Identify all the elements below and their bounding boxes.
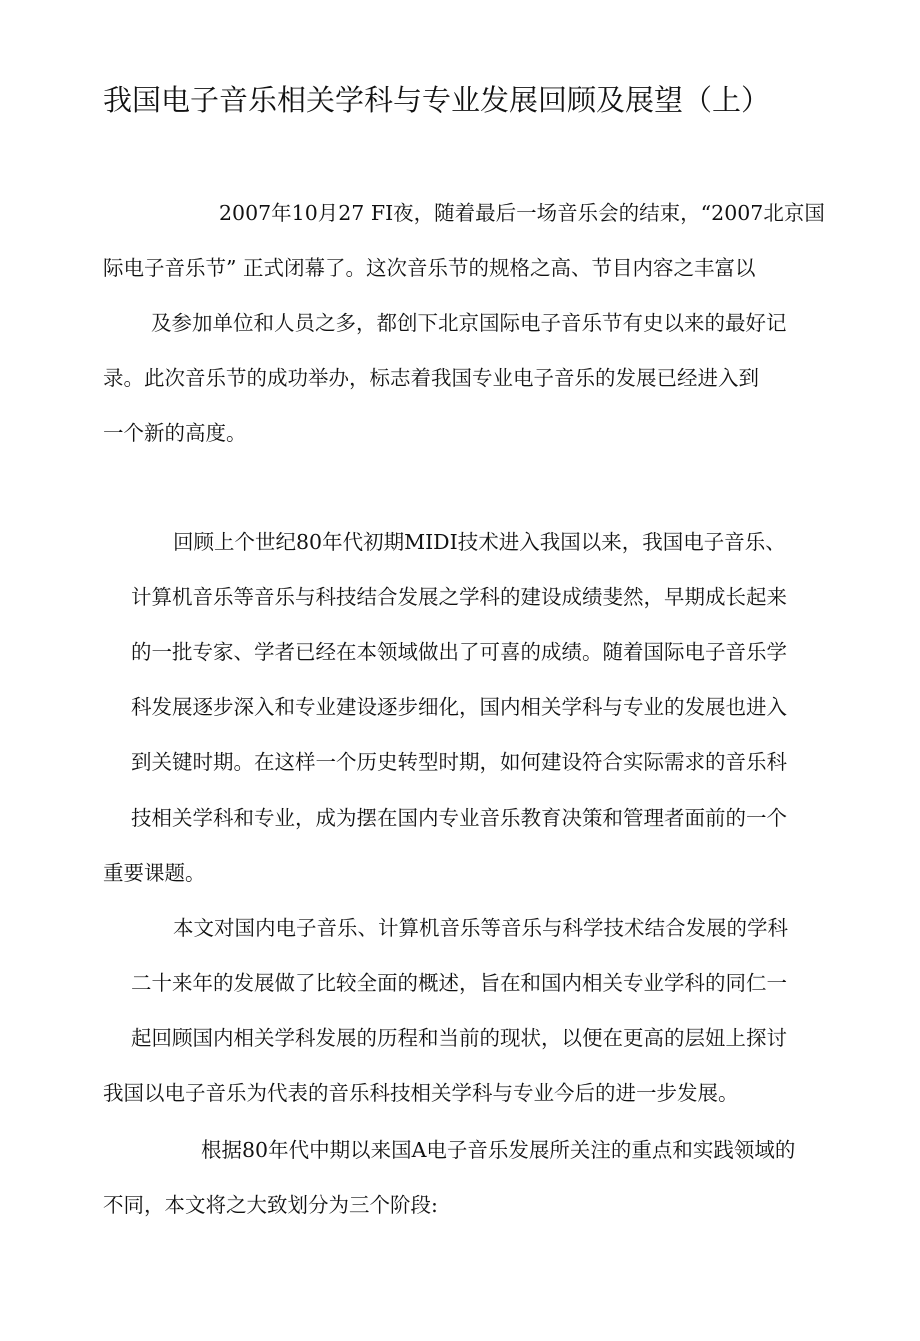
paragraph-line: 重要课题。 — [103, 861, 206, 885]
paragraph-line: 不同，本文将之大致划分为三个阶段: — [103, 1193, 438, 1217]
paragraph-line: 录。此次音乐节的成功举办，标志着我国专业电子音乐的发展已经进入到 — [103, 366, 759, 390]
paragraph-line: 到关键时期。在这样一个历史转型时期，如何建设符合实际需求的音乐科 — [131, 750, 787, 774]
paragraph-line: 根据80年代中期以来国A电子音乐发展所关注的重点和实践领域的 — [201, 1138, 796, 1162]
paragraph-line: 回顾上个世纪80年代初期MIDI技术进入我国以来，我国电子音乐、 — [173, 530, 786, 554]
paragraph-line: 科发展逐步深入和专业建设逐步细化，国内相关学科与专业的发展也进入 — [131, 695, 787, 719]
paragraph-line: 计算机音乐等音乐与科技结合发展之学科的建设成绩斐然，早期成长起来 — [131, 585, 787, 609]
paragraph-line: 际电子音乐节” 正式闭幕了。这次音乐节的规格之高、节目内容之丰富以 — [103, 256, 756, 280]
paragraph-line: 及参加单位和人员之多，都创下北京国际电子音乐节有史以来的最好记 — [151, 311, 787, 335]
paragraph-line: 技相关学科和专业，成为摆在国内专业音乐教育决策和管理者面前的一个 — [131, 806, 787, 830]
document-title: 我国电子音乐相关学科与专业发展回顾及展望（上） — [103, 83, 771, 117]
paragraph-line: 二十来年的发展做了比较全面的概述，旨在和国内相关专业学科的同仁一 — [131, 971, 787, 995]
paragraph-line: 的一批专家、学者已经在本领域做出了可喜的成绩。随着国际电子音乐学 — [131, 640, 787, 664]
paragraph-line: 本文对国内电子音乐、计算机音乐等音乐与科学技术结合发展的学科 — [173, 916, 788, 940]
paragraph-line: 2007年10月27 FI夜，随着最后一场音乐会的结束，“2007北京国 — [219, 201, 825, 225]
paragraph-line: 一个新的高度。 — [103, 421, 247, 445]
paragraph-line: 我国以电子音乐为代表的音乐科技相关学科与专业今后的进一步发展。 — [103, 1081, 739, 1105]
paragraph-line: 起回顾国内相关学科发展的历程和当前的现状，以便在更高的层妞上探讨 — [131, 1026, 787, 1050]
